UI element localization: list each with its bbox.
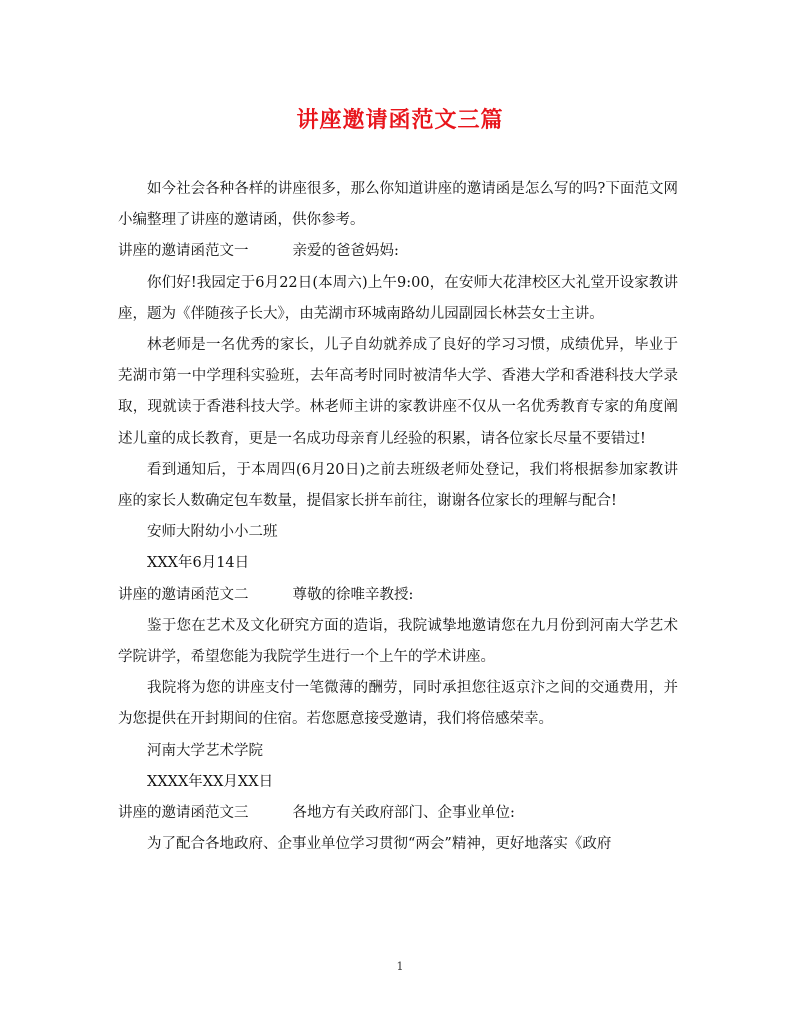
letter1-heading-line [118, 236, 678, 267]
letter1-date: XXX年6月14日 [147, 555, 250, 572]
letter3-salutation: 各地方有关政府部门、企事业单位: [292, 805, 515, 822]
letter1-paragraph-1: 你们好!我园定于6月22日(本周六)上午9:00，在安师大花津校区大礼堂开设家教讲座，题为《伴随孩子长大》，由芜湖市环城南路幼儿园副园长林芸女士主讲。 [118, 274, 678, 322]
letter1-signature: 安师大附幼小小二班 [147, 524, 278, 541]
letter3-paragraph-1: 为了配合各地政府、企事业单位学习贯彻“两会”精神，更好地落实《政府 [147, 836, 612, 853]
letter2-signature: 河南大学艺术学院 [147, 742, 263, 759]
letter1-salutation: 亲爱的爸爸妈妈: [292, 243, 399, 260]
letter2-heading: 讲座的邀请函范文二 [118, 586, 249, 603]
document-title: 讲座邀请函范文三篇 [296, 107, 504, 133]
document-body [118, 174, 678, 860]
letter2-paragraph-2: 我院将为您的讲座支付一笔微薄的酬劳，同时承担您往返京汴之间的交通费用，并为您提供在开封期间的住宿。若您愿意接受邀请，我们将倍感荣幸。 [118, 680, 678, 728]
page-number: 1 [396, 960, 404, 973]
letter2-salutation: 尊敬的徐唯辛教授: [292, 586, 414, 603]
intro-paragraph: 如今社会各种各样的讲座很多，那么你知道讲座的邀请函是怎么写的吗?下面范文网小编整理了讲座的邀请函，供你参考。 [118, 181, 678, 229]
letter1-paragraph-2: 林老师是一名优秀的家长，儿子自幼就养成了良好的学习习惯，成绩优异，毕业于芜湖市第一中学理科实验班，去年高考时同时被清华大学、香港大学和香港科技大学录取，现就读于香港科技大学。林老师主讲的家教讲座不仅从一名优秀教育专家的角度阐述儿童的成长教育，更是一名成功母亲育儿经验的积累，请各位家长尽量不要错过! [118, 337, 678, 447]
letter1-paragraph-3: 看到通知后，于本周四(6月20日)之前去班级老师处登记，我们将根据参加家教讲座的家长人数确定包车数量，提倡家长拼车前往，谢谢各位家长的理解与配合! [118, 461, 678, 510]
letter2-paragraph-1: 鉴于您在艺术及文化研究方面的造诣，我院诚挚地邀请您在九月份到河南大学艺术学院讲学，希望您能为我院学生进行一个上午的学术讲座。 [118, 617, 678, 666]
letter2-heading-line [118, 580, 678, 611]
letter3-heading-line [118, 798, 678, 829]
letter2-date: XXXX年XX月XX日 [147, 773, 274, 790]
letter3-heading: 讲座的邀请函范文三 [118, 805, 249, 822]
letter1-heading: 讲座的邀请函范文一 [118, 243, 249, 260]
